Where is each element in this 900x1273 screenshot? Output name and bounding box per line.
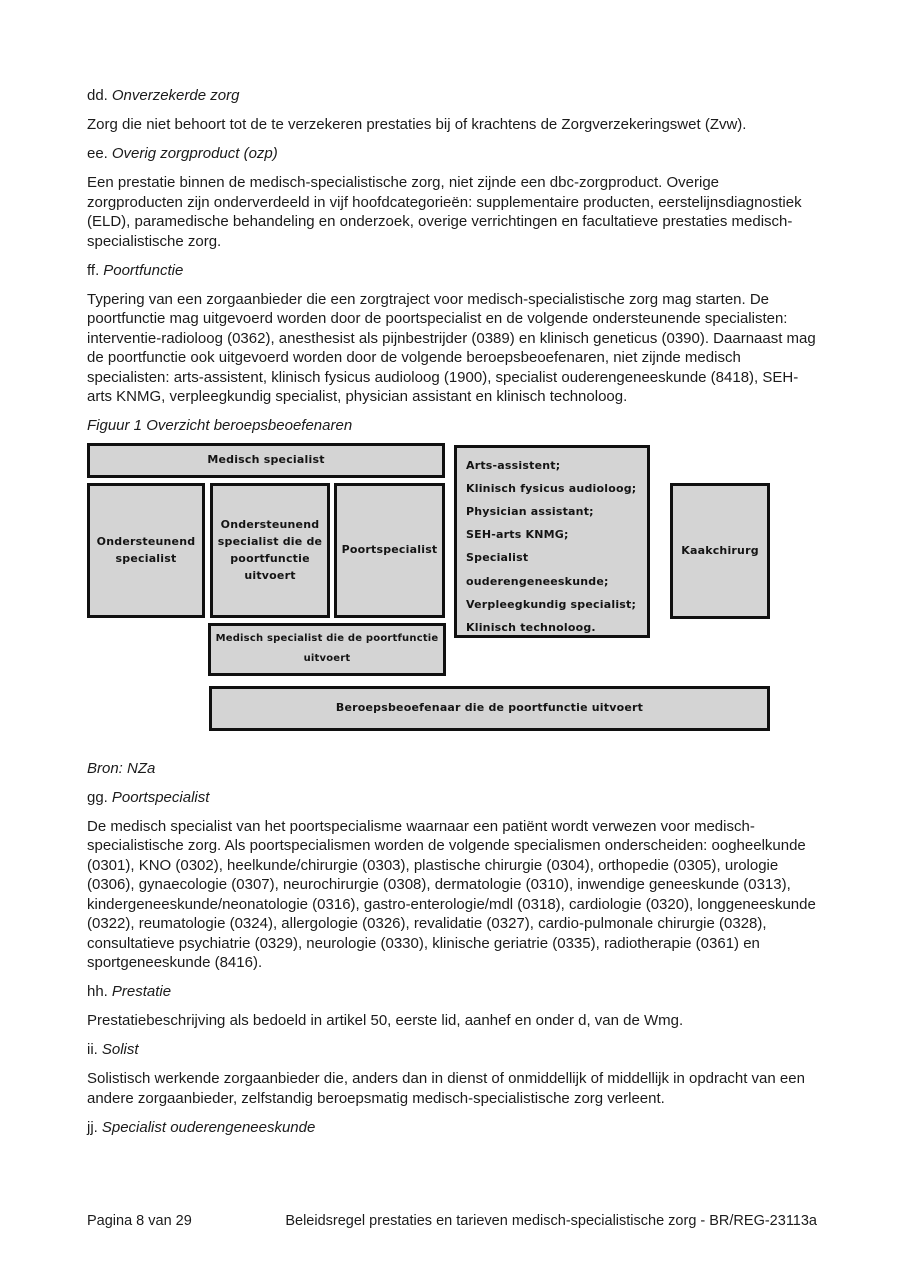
list-line: Klinisch technoloog. [466,620,596,634]
figure-caption: Figuur 1 Overzicht beroepsbeoefenaren [87,417,353,434]
definition-label: gg. [87,788,108,806]
list-line: Physician assistant; [466,504,594,518]
diagram-box-label: Beroepsbeoefenaar die de poortfunctie uitvoert [335,701,644,715]
list-line: ouderengeneeskunde; [466,574,609,588]
diagram-box-beroepsbeoefenaar-poortfunctie [209,686,770,731]
definition-label: dd. [87,87,108,104]
definition-heading-ff [87,261,817,281]
list-line: Klinisch fysicus audioloog; [466,481,637,495]
definition-label: jj. [87,1118,98,1136]
definition-heading-hh [87,982,817,1002]
figure-source: Bron: NZa [87,759,156,777]
definition-label: ff. [87,261,100,279]
definition-heading-ii [87,1040,817,1060]
list-line: SEH-arts KNMG; [466,528,569,542]
figure-diagram [87,443,817,733]
paragraph-solist: Solistisch werkende zorgaanbieder die, anders dan in dienst of onmiddellijk of middellijk in opdracht van een andere zorgaanbieder, zelfstandig beroepsmatig medisch-specialistische zorg verleent. [87,1070,805,1107]
definition-label: ii. [87,1041,98,1058]
text-column [87,0,817,1137]
diagram-box-ondersteunend-specialist-poortfunctie [210,483,330,618]
paragraph-onverzekerde-zorg: Zorg die niet behoort tot de te verzekeren prestaties bij of krachtens de Zorgverzekeringswet (Zvw). [87,116,747,133]
definition-label: ee. [87,145,108,162]
diagram-box-label: Medisch specialist [207,453,325,467]
paragraph-poortfunctie: Typering van een zorgaanbieder die een zorgtraject voor medisch-specialistische zorg mag starten. De poortfunctie mag uitgevoerd worden door de poortspecialist en de volgende ondersteunende specialisten: interventie-radioloog (0362), anesthesist als pijnbestrijder (0389) en klinisch geneticus (0390). Daarnaast mag de poortfunctie ook uitgevoerd worden door de volgende beroepsbeoefenaren, niet zijnde medisch specialisten: arts-assistent, klinisch fysicus audioloog (1900), specialist ouderengeneeskunde (8418), SEH-arts KNMG, verpleegkundig specialist, physician assistant en klinisch technoloog. [87,290,816,405]
list-line: Specialist [466,551,529,565]
definition-heading-ee [87,144,817,164]
definition-term: Poortfunctie [103,261,184,279]
diagram-box-label-line: Medisch specialist die de poortfunctie [215,633,439,644]
footer-page-number: Pagina 8 van 29 [87,1213,192,1229]
page-footer [87,1212,817,1230]
footer-document-title: Beleidsregel prestaties en tarieven medisch-specialistische zorg - BR/REG-23113a [285,1213,817,1229]
definition-heading-gg [87,788,817,808]
definition-term: Poortspecialist [111,788,210,806]
diagram-box-label-line: uitvoert [303,653,351,664]
definition-term: Specialist ouderengeneeskunde [101,1118,316,1136]
paragraph-poortspecialist: De medisch specialist van het poortspecialisme waarnaar een patiënt wordt verwezen voor medisch-specialistische zorg. Als poortspecialismen worden de volgende specialismen onderscheiden: oogheelkunde (0301), KNO (0302), heelkunde/chirurgie (0303), plastische chirurgie (0304), orthopedie (0305), urologie (0306), gynaecologie (0307), neurochirurgie (0308), dermatologie (0310), inwendige geneeskunde (0313), kindergeneeskunde/neonatologie (0316), gastro-enterologie/mdl (0318), cardiologie (0320), longgeneeskunde (0322), reumatologie (0324), allergologie (0326), revalidatie (0327), cardio-pulmonale chirurgie (0328), consultatieve psychiatrie (0329), neurologie (0330), klinische geriatrie (0335), radiotherapie (0361) en sportgeneeskunde (8416). [87,817,816,971]
diagram-box-label: Ondersteunend specialist [96,534,196,565]
diagram-box-label: Kaakchirurg [681,543,759,557]
list-line: Verpleegkundig specialist; [466,597,637,611]
definition-term: Solist [101,1041,139,1058]
diagram-box-medisch-specialist [87,443,445,478]
diagram-box-ondersteunend-specialist [87,483,205,618]
definition-term: Onverzekerde zorg [111,87,240,104]
diagram-box-medisch-specialist-poortfunctie [208,623,446,676]
diagram-box-label: Ondersteunend specialist die de poortfunctie uitvoert [217,517,323,583]
definition-term: Overig zorgproduct (ozp) [111,145,278,162]
diagram-box-label: Poortspecialist [341,543,438,557]
definition-heading-jj [87,1118,817,1138]
paragraph-prestatie: Prestatiebeschrijving als bedoeld in artikel 50, eerste lid, aanhef en onder d, van de Wmg. [87,1012,684,1029]
paragraph-overig-zorgproduct: Een prestatie binnen de medisch-specialistische zorg, niet zijnde een dbc-zorgproduct. Overige zorgproducten zijn onderverdeeld in vijf hoofdcategorieën: supplementaire producten, eerstelijnsdiagnostiek (ELD), paramedische behandeling en onderzoek, overige verrichtingen en facultatieve prestaties medisch-specialistische zorg. [87,174,802,250]
definition-label: hh. [87,983,108,1000]
diagram-box-poortspecialist [334,483,445,618]
definition-term: Prestatie [111,983,172,1000]
definition-heading-dd [87,86,817,106]
diagram-box-kaakchirurg [670,483,770,619]
list-line: Arts-assistent; [466,458,561,472]
diagram-box-beroepsbeoefenaren-list [454,445,650,638]
